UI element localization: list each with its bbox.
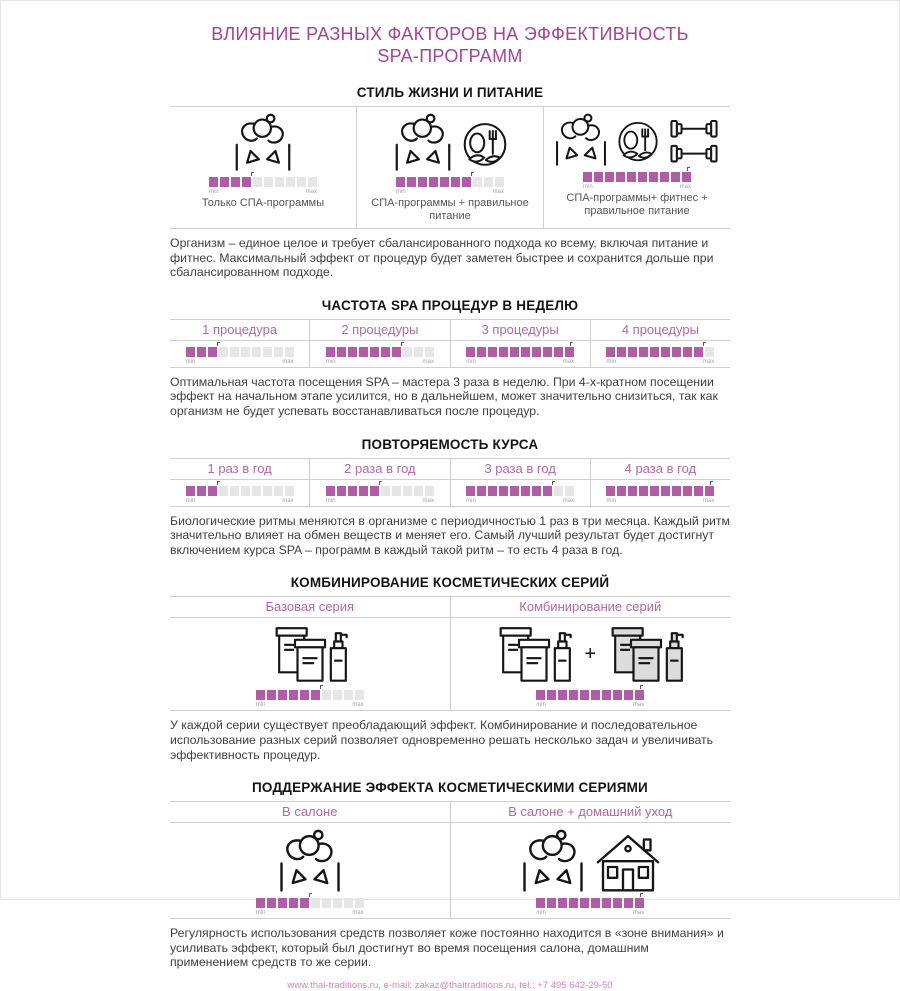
plus-sign: + xyxy=(584,643,597,666)
massage-icon xyxy=(518,829,588,892)
column-header: 3 раза в год xyxy=(451,459,590,480)
effect-scale-bar: min max xyxy=(256,690,364,700)
healthy-food-icon xyxy=(615,120,661,166)
effect-scale-bar: min max xyxy=(606,347,714,357)
icons-row xyxy=(275,823,345,892)
effect-scale-bar: min max xyxy=(396,177,504,187)
table-column-4-procedures xyxy=(590,320,730,367)
comparison-table xyxy=(170,458,730,507)
table-column-spa-nutrition xyxy=(356,107,543,228)
bar-caption: Только СПА-программы xyxy=(201,197,325,209)
section-course-repetition xyxy=(170,437,730,558)
effect-scale-bar: min max xyxy=(326,486,434,496)
section-description: Оптимальная частота посещения SPA – мастера 3 раза в неделю. При 4-х-кратном посещении эффект на начальном этапе усилится, но в дальнейшем, может значительно снизиться, так как организм не будет успевать восстанавливаться после процедур. xyxy=(170,374,718,418)
comparison-table xyxy=(170,106,730,229)
cosmetics-set-alt-icon xyxy=(602,624,690,684)
column-header: В салоне xyxy=(170,802,450,823)
table-column-spa-only xyxy=(170,107,356,228)
comparison-table xyxy=(170,801,730,919)
section-description: Биологические ритмы меняются в организме с периодичностью 1 раз в три месяца. Каждый ритм значительно влияет на обмен веществ и меняет его. Самый лучший результат будет достигнут включением курса SPA – программ в каждый такой ритм – то есть 4 раза в год. xyxy=(170,513,731,557)
table-column-combined-series xyxy=(450,597,731,710)
icons-row xyxy=(552,107,722,166)
healthy-food-icon xyxy=(460,121,510,171)
section-effect-maintenance xyxy=(170,780,730,970)
cosmetics-set-icon xyxy=(490,624,578,684)
table-column-spa-fitness-nutrition xyxy=(543,107,730,228)
cosmetics-set-icon xyxy=(266,624,354,684)
effect-scale-bar: min max xyxy=(186,347,294,357)
effect-scale-bar: min max xyxy=(326,347,434,357)
content-column xyxy=(170,1,730,991)
section-description: Организм – единое целое и требует сбалансированного подхода ко всему, включая питание и фитнес. Максимальный эффект от процедур будет заметен быстрее и сохранится дольше при сбалансированном подходе. xyxy=(170,236,714,280)
section-series-combination xyxy=(170,575,730,762)
column-header: 2 раза в год xyxy=(310,459,449,480)
section-spa-frequency xyxy=(170,298,730,419)
icons-row xyxy=(518,823,663,892)
column-header: 3 процедуры xyxy=(451,320,590,341)
column-header: Комбинирование серий xyxy=(451,597,731,618)
massage-icon xyxy=(391,113,455,171)
table-column-2-per-year xyxy=(309,459,449,506)
table-column-4-per-year xyxy=(590,459,730,506)
column-header: 4 процедуры xyxy=(591,320,730,341)
bar-caption: СПА-программы+ фитнес + правильное питание xyxy=(566,192,708,217)
effect-scale-bar: min max xyxy=(466,486,574,496)
column-header: 1 процедура xyxy=(170,320,309,341)
icons-row xyxy=(490,618,690,684)
section-title: ПОДДЕРЖАНИЕ ЭФФЕКТА КОСМЕТИЧЕСКИМИ СЕРИЯМИ xyxy=(252,780,648,796)
home-care-icon xyxy=(593,832,663,892)
massage-icon xyxy=(275,829,345,892)
section-title: СТИЛЬ ЖИЗНИ И ПИТАНИЕ xyxy=(356,85,544,100)
section-title: КОМБИНИРОВАНИЕ КОСМЕТИЧЕСКИХ СЕРИЙ xyxy=(290,575,610,591)
table-column-3-procedures xyxy=(450,320,590,367)
icons-row xyxy=(391,107,510,171)
effect-scale-bar: min max xyxy=(536,898,644,908)
table-column-1-procedure xyxy=(170,320,309,367)
column-header: Базовая серия xyxy=(170,597,450,618)
effect-scale-bar: min max xyxy=(466,347,574,357)
effect-scale-bar: min max xyxy=(256,898,364,908)
effect-scale-bar: min max xyxy=(606,486,714,496)
column-header: В салоне + домашний уход xyxy=(451,802,731,823)
fitness-dumbbells-icon xyxy=(666,118,722,166)
section-lifestyle-nutrition xyxy=(170,85,730,280)
effect-scale-bar: min max xyxy=(209,177,317,187)
massage-icon xyxy=(552,113,610,166)
effect-scale-bar: min max xyxy=(583,172,691,182)
table-column-in-salon xyxy=(170,802,450,918)
page-title-line2: SPA-ПРОГРАММ xyxy=(377,46,523,66)
comparison-table xyxy=(170,319,730,368)
effect-scale-bar: min max xyxy=(536,690,644,700)
column-header: 2 процедуры xyxy=(310,320,449,341)
section-description: Регулярность использования средств позволяет коже постоянно находится в «зоне внимания» и усиливать эффект, который был достигнут во время посещения салона, домашним применением средств то же серии. xyxy=(170,926,724,970)
section-title: ПОВТОРЯЕМОСТЬ КУРСА xyxy=(361,436,539,452)
column-header: 1 раз в год xyxy=(170,459,309,480)
column-header: 4 раза в год xyxy=(591,459,730,480)
table-column-salon-plus-home xyxy=(450,802,731,918)
massage-icon xyxy=(231,113,295,171)
section-description: У каждой серии существует преобладающий эффект. Комбинирование и последовательное использование разных серий позволяет одновременно решать несколько задач и увеличивать эффективность процедур. xyxy=(170,718,714,762)
bar-caption: СПА-программы + правильное питание xyxy=(371,197,529,222)
table-column-basic-series xyxy=(170,597,450,710)
footer-contacts: www.thai-traditions.ru, e-mail: zakaz@thaitraditions.ru, tel.: +7 495 642-29-50 xyxy=(287,979,613,991)
icons-row xyxy=(266,618,354,684)
effect-scale-bar: min max xyxy=(186,486,294,496)
comparison-table xyxy=(170,596,730,711)
table-column-1-per-year xyxy=(170,459,309,506)
table-column-3-per-year xyxy=(450,459,590,506)
page-title-line1: ВЛИЯНИЕ РАЗНЫХ ФАКТОРОВ НА ЭФФЕКТИВНОСТЬ xyxy=(211,24,689,44)
table-column-2-procedures xyxy=(309,320,449,367)
icons-row xyxy=(231,107,295,171)
section-title: ЧАСТОТА SPA ПРОЦЕДУР В НЕДЕЛЮ xyxy=(321,297,579,313)
page-title xyxy=(170,23,730,67)
